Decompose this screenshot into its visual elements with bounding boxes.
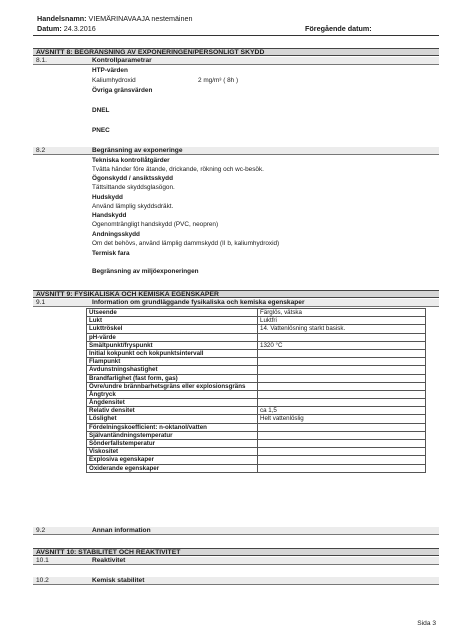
property-value: 14. Vattenlösning starkt basisk. bbox=[258, 325, 426, 333]
property-value: Färglös, vätska bbox=[258, 309, 426, 317]
table-row bbox=[87, 464, 426, 472]
property-name: Smältpunkt/fryspunkt bbox=[87, 341, 258, 349]
property-name: Flampunkt bbox=[87, 358, 258, 366]
respiratory-protection-text: Om det behövs, använd lämplig dammskydd (II b, kaliumhydroxid) bbox=[92, 240, 280, 247]
property-name: Viskositet bbox=[87, 448, 258, 456]
property-value bbox=[258, 423, 426, 431]
subsection-number: 10.1 bbox=[36, 557, 49, 564]
section-10-title: AVSNITT 10: STABILITET OCH REAKTIVITET bbox=[33, 548, 439, 556]
property-value bbox=[258, 366, 426, 374]
subsection-number: 8.1. bbox=[36, 57, 47, 64]
table-row bbox=[87, 407, 426, 415]
subsection-9-2 bbox=[33, 527, 439, 535]
subsection-8-2 bbox=[33, 147, 439, 155]
subsection-title: Kemisk stabilitet bbox=[92, 577, 145, 584]
property-name: Löslighet bbox=[87, 415, 258, 423]
properties-table bbox=[86, 308, 426, 473]
property-name: Ångtryck bbox=[87, 390, 258, 398]
property-value bbox=[258, 440, 426, 448]
hand-protection-text: Ogenomträngligt handskydd (PVC, neopren) bbox=[92, 221, 219, 228]
property-value bbox=[258, 333, 426, 341]
page-number: Sida 3 bbox=[417, 620, 436, 627]
table-row bbox=[87, 333, 426, 341]
property-name: Lukt bbox=[87, 317, 258, 325]
previous-date-label: Föregående datum: bbox=[305, 24, 372, 33]
subsection-number: 8.2 bbox=[36, 147, 46, 154]
property-value bbox=[258, 464, 426, 472]
trade-name-value: VIEMÄRINAVAAJA nestemäinen bbox=[88, 14, 193, 23]
property-name: Övre/undre brännbarhetsgräns eller explosionsgräns bbox=[87, 382, 258, 390]
thermal-hazard-heading: Termisk fara bbox=[92, 250, 130, 257]
subsection-title: Information om grundläggande fysikaliska och kemiska egenskaper bbox=[92, 299, 305, 306]
table-row bbox=[87, 374, 426, 382]
table-row bbox=[87, 366, 426, 374]
subsection-title: Annan information bbox=[92, 527, 151, 534]
skin-protection-text: Använd lämplig skyddsdräkt. bbox=[92, 203, 174, 210]
subsection-9-1 bbox=[33, 299, 439, 307]
table-row bbox=[87, 317, 426, 325]
section-9-title: AVSNITT 9: FYSIKALISKA OCH KEMISKA EGENSKAPER bbox=[33, 290, 439, 298]
table-row bbox=[87, 415, 426, 423]
technical-controls-heading: Tekniska kontrollåtgärder bbox=[92, 157, 170, 164]
property-value: Luktfri bbox=[258, 317, 426, 325]
environmental-exposure-heading: Begränsning av miljöexponeringen bbox=[92, 268, 199, 275]
trade-name-label: Handelsnamn: bbox=[37, 14, 87, 23]
date-line bbox=[37, 24, 96, 33]
table-row bbox=[87, 399, 426, 407]
property-name: Utseende bbox=[87, 309, 258, 317]
eye-protection-heading: Ögonskydd / ansiktsskydd bbox=[92, 175, 173, 182]
eye-protection-text: Tättsittande skyddsglasögon. bbox=[92, 184, 175, 191]
property-name: Avdunstningshastighet bbox=[87, 366, 258, 374]
trade-name-line bbox=[37, 14, 193, 23]
subsection-title: Kontrollparametrar bbox=[92, 57, 152, 64]
property-name: Initial kokpunkt och kokpunktsintervall bbox=[87, 349, 258, 357]
dnel-heading: DNEL bbox=[92, 107, 110, 114]
property-name: Oxiderande egenskaper bbox=[87, 464, 258, 472]
property-value bbox=[258, 448, 426, 456]
subsection-title: Begränsning av exponeringe bbox=[92, 147, 183, 154]
property-value bbox=[258, 431, 426, 439]
substance-name: Kaliumhydroxid bbox=[92, 77, 136, 84]
property-value bbox=[258, 358, 426, 366]
property-value bbox=[258, 390, 426, 398]
table-row bbox=[87, 358, 426, 366]
table-row bbox=[87, 325, 426, 333]
table-row bbox=[87, 382, 426, 390]
property-name: Självantändningstemperatur bbox=[87, 431, 258, 439]
skin-protection-heading: Hudskydd bbox=[92, 194, 123, 201]
subsection-10-2 bbox=[33, 577, 439, 585]
header-divider bbox=[33, 35, 439, 36]
htp-heading: HTP-värden bbox=[92, 67, 128, 74]
property-name: Explosiva egenskaper bbox=[87, 456, 258, 464]
subsection-10-1 bbox=[33, 557, 439, 565]
property-value: Helt vattenlöslig bbox=[258, 415, 426, 423]
property-name: Fördelningskoefficient: n-oktanol/vatten bbox=[87, 423, 258, 431]
property-name: Lukttröskel bbox=[87, 325, 258, 333]
property-value: 1320 °C bbox=[258, 341, 426, 349]
table-row bbox=[87, 431, 426, 439]
table-row bbox=[87, 448, 426, 456]
subsection-number: 9.1 bbox=[36, 299, 46, 306]
property-value bbox=[258, 374, 426, 382]
date-label: Datum: bbox=[37, 24, 62, 33]
property-value: ca 1,5 bbox=[258, 407, 426, 415]
property-value bbox=[258, 382, 426, 390]
other-limits-heading: Övriga gränsvärden bbox=[92, 87, 153, 94]
table-row bbox=[87, 349, 426, 357]
subsection-8-1 bbox=[33, 57, 439, 65]
substance-limit: 2 mg/m³ ( 8h ) bbox=[198, 77, 239, 84]
property-value bbox=[258, 456, 426, 464]
subsection-title: Reaktivitet bbox=[92, 557, 126, 564]
table-row bbox=[87, 440, 426, 448]
section-8-title: AVSNITT 8: BEGRÄNSNING AV EXPONERINGEN/PERSONLIGT SKYDD bbox=[33, 48, 439, 56]
property-name: Ångdensitet bbox=[87, 399, 258, 407]
property-name: pH-värde bbox=[87, 333, 258, 341]
table-row bbox=[87, 341, 426, 349]
table-row bbox=[87, 423, 426, 431]
respiratory-protection-heading: Andningsskydd bbox=[92, 231, 140, 238]
property-value bbox=[258, 399, 426, 407]
property-name: Sönderfallstemperatur bbox=[87, 440, 258, 448]
technical-controls-text: Tvätta händer före ätande, drickande, rökning och wc-besök. bbox=[92, 166, 264, 173]
property-value bbox=[258, 349, 426, 357]
subsection-number: 9.2 bbox=[36, 527, 46, 534]
table-row bbox=[87, 309, 426, 317]
subsection-number: 10.2 bbox=[36, 577, 49, 584]
table-row bbox=[87, 390, 426, 398]
property-name: Brandfarlighet (fast form, gas) bbox=[87, 374, 258, 382]
pnec-heading: PNEC bbox=[92, 127, 110, 134]
hand-protection-heading: Handskydd bbox=[92, 212, 127, 219]
property-name: Relativ densitet bbox=[87, 407, 258, 415]
date-value: 24.3.2016 bbox=[63, 24, 96, 33]
table-row bbox=[87, 456, 426, 464]
